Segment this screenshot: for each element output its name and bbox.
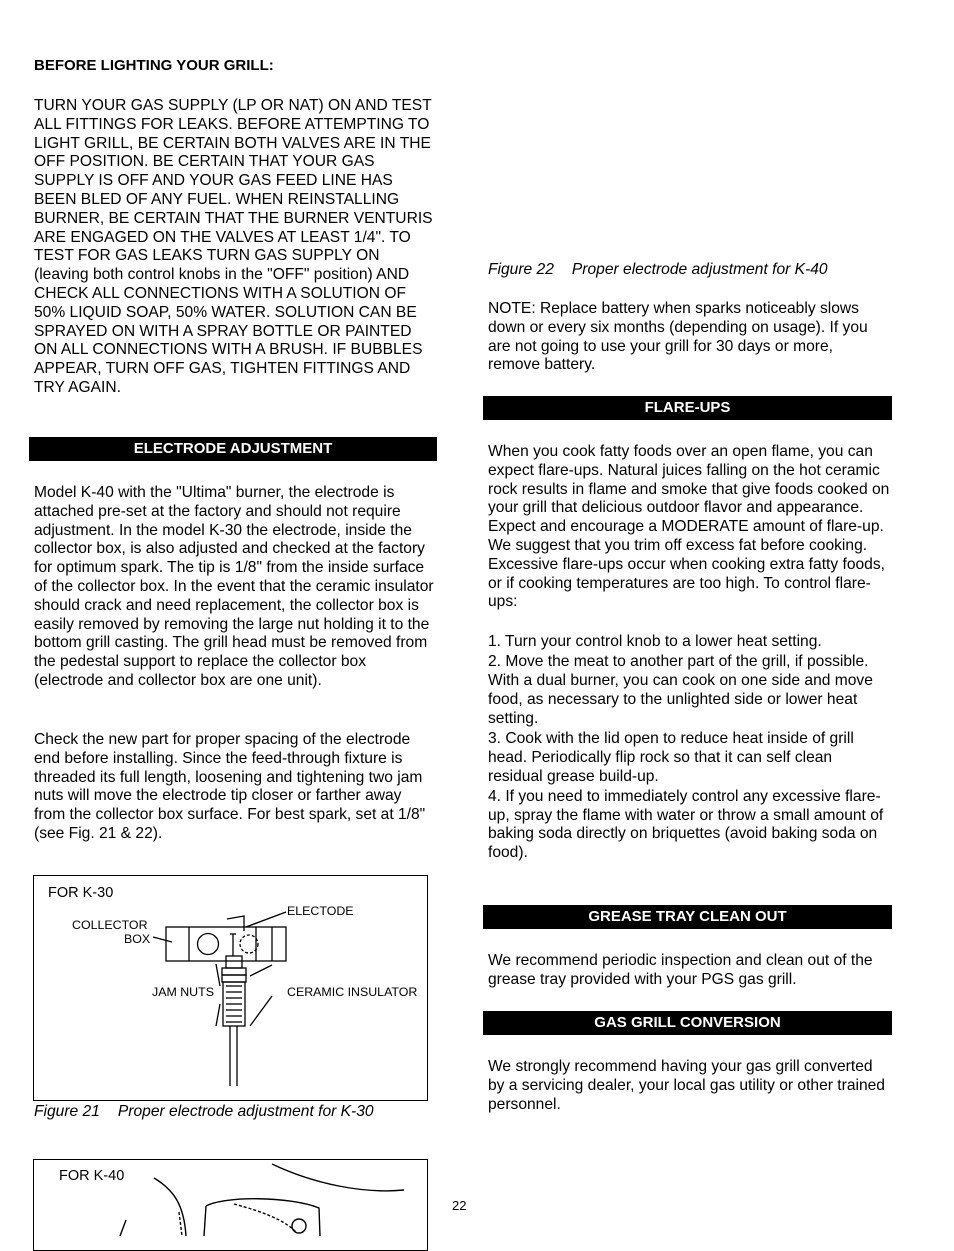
collector-label-line2: BOX: [124, 932, 151, 946]
electrode-paragraph-1: Model K-40 with the "Ultima" burner, the electrode is attached pre-set at the factory and should not require adjustment. In the model K-30 the electrode, inside the collector box, is also adjusted and checked at the factory for optimum spark. The tip is 1/8" from the inside surface of the collector box. In the event that the ceramic insulator should crack and need replacement, the collector box is easily removed by removing the large nut holding it to the bottom grill casting. The grill head must be removed from the pedestal support to replace the collector box (electrode and collector box are one unit).: [34, 484, 434, 689]
list-item: 4. If you need to immediately control any excessive flare-up, spray the flame with water or throw a small amount of baking soda directly on briquettes (avoid baking soda on food).: [488, 787, 884, 862]
gas-conversion-heading: GAS GRILL CONVERSION: [483, 1011, 892, 1035]
electrode-k30-drawing: [34, 876, 427, 1100]
figure-21-caption-number: Figure 21: [34, 1103, 100, 1120]
figure-22: [33, 1159, 428, 1251]
electrode-label: ELECTODE: [287, 904, 354, 918]
figure-21-caption-text: Proper electrode adjustment for K-30: [117, 1103, 374, 1120]
figure-22-title: FOR K-40: [59, 1168, 125, 1184]
figure-22-caption: [488, 261, 828, 279]
electrode-k40-drawing: [34, 1160, 427, 1236]
page-number: 22: [452, 1198, 467, 1213]
figure-22-caption-number: Figure 22: [488, 261, 554, 278]
list-item: 2. Move the meat to another part of the grill, if possible. With a dual burner, you can cook on one side and move food, as necessary to the unlighted side or lower heat setting.: [488, 653, 873, 727]
figure-21: [33, 875, 428, 1101]
gas-conversion-text: We strongly recommend having your gas grill converted by a servicing dealer, your local gas utility or other trained personnel.: [488, 1058, 885, 1113]
electrode-paragraph-2: Check the new part for proper spacing of the electrode end before installing. Since the feed-through fixture is threaded its full length, loosening and tightening two jam nuts will move the electrode tip closer or farther away from the collector box surface. For best spark, set at 1/8" (see Fig. 21 & 22).: [34, 731, 426, 842]
before-lighting-heading: BEFORE LIGHTING YOUR GRILL:: [34, 57, 274, 74]
list-item: 1. Turn your control knob to a lower heat setting.: [488, 633, 822, 650]
jam-nuts-label: JAM NUTS: [152, 985, 214, 999]
list-item: 3. Cook with the lid open to reduce heat inside of grill head. Periodically flip rock so that it can self clean residual grease build-up.: [488, 729, 854, 785]
flare-ups-heading: FLARE-UPS: [483, 396, 892, 420]
figure-21-title: FOR K-30: [48, 885, 114, 901]
ceramic-insulator-label: CERAMIC INSULATOR: [287, 985, 418, 999]
figure-22-caption-text: Proper electrode adjustment for K-40: [571, 261, 828, 278]
grease-tray-text: We recommend periodic inspection and clean out of the grease tray provided with your PGS gas grill.: [488, 952, 873, 988]
electrode-adjustment-heading: ELECTRODE ADJUSTMENT: [29, 437, 437, 461]
battery-note: NOTE: Replace battery when sparks noticeably slows down or every six months (depending on usage). If you are not going to use your grill for 30 days or more, remove battery.: [488, 300, 868, 374]
flare-ups-list: [488, 633, 888, 863]
grease-tray-heading: GREASE TRAY CLEAN OUT: [483, 905, 892, 929]
figure-21-caption: [34, 1103, 374, 1121]
collector-label-line1: COLLECTOR: [72, 918, 148, 932]
flare-ups-text: When you cook fatty foods over an open flame, you can expect flare-ups. Natural juices falling on the hot ceramic rock results in flame and smoke that give foods cooked on your grill that delicious outdoor flavor and appearance. Expect and encourage a MODERATE amount of flare-up. We suggest that you trim off excess fat before cooking. Excessive flare-ups occur when cooking extra fatty foods, or if cooking temperatures are too high. To control flare-ups:: [488, 443, 890, 611]
before-lighting-text: TURN YOUR GAS SUPPLY (LP OR NAT) ON AND TEST ALL FITTINGS FOR LEAKS. BEFORE ATTEMPTING TO LIGHT GRILL, BE CERTAIN BOTH VALVES ARE IN THE OFF POSITION. BE CERTAIN THAT YOUR GAS SUPPLY IS OFF AND YOUR GAS FEED LINE HAS BEEN BLED OF ANY FUEL. WHEN REINSTALLING BURNER, BE CERTAIN THAT THE BURNER VENTURIS ARE ENGAGED ON THE VALVES AT LEAST 1/4". TO TEST FOR GAS LEAKS TURN GAS SUPPLY ON (leaving both control knobs in the "OFF" position) AND CHECK ALL CONNECTIONS WITH A SOLUTION OF 50% LIQUID SOAP, 50% WATER. SOLUTION CAN BE SPRAYED ON WITH A SPRAY BOTTLE OR PAINTED ON ALL CONNECTIONS WITH A BRUSH. IF BUBBLES APPEAR, TURN OFF GAS, TIGHTEN FITTINGS AND TRY AGAIN.: [34, 97, 433, 396]
